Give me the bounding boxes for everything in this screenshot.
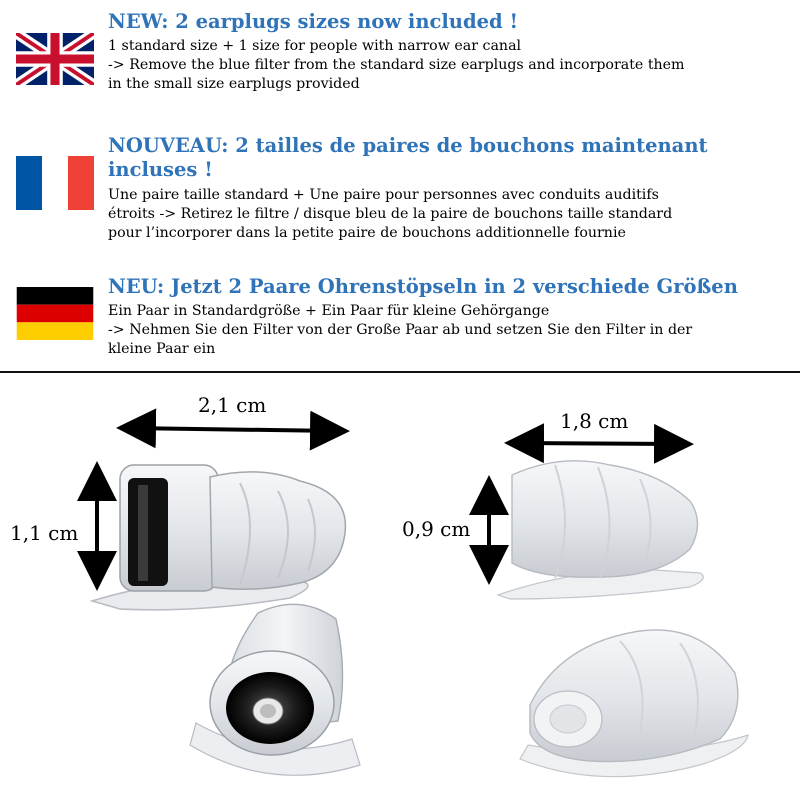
french-line-3: pour l’incorporer dans la petite paire de bouchons additionnelle fournie — [108, 225, 626, 241]
french-line-1: Une paire taille standard + Une paire pour personnes avec conduits auditifs — [108, 187, 659, 203]
notice-panel — [0, 0, 800, 370]
english-section — [108, 10, 790, 94]
large-width-arrow — [128, 428, 338, 431]
small-width-arrow — [516, 443, 682, 444]
german-line-1: Ein Paar in Standardgröße + Ein Paar für kleine Gehörgange — [108, 303, 550, 319]
large-height-label: 1,1 cm — [10, 521, 79, 545]
german-headline: NEU: Jetzt 2 Paare Ohrenstöpseln in 2 verschiede Größen — [108, 275, 738, 298]
large-earplug-side — [92, 465, 345, 610]
english-line-2: -> Remove the blue filter from the standard size earplugs and incorporate them — [108, 57, 685, 73]
german-line-2: -> Nehmen Sie den Filter von der Große Paar ab und setzen Sie den Filter in der — [108, 322, 693, 338]
french-headline-line-1: NOUVEAU: 2 tailles de paires de bouchons maintenant — [108, 134, 708, 157]
germany-flag — [16, 287, 94, 340]
german-line-3: kleine Paar ein — [108, 341, 216, 357]
small-height-label: 0,9 cm — [402, 517, 471, 541]
france-flag — [16, 156, 94, 210]
french-section — [108, 134, 790, 243]
united-kingdom-flag — [16, 33, 94, 85]
small-earplug-front — [520, 630, 748, 777]
english-headline: NEW: 2 earplugs sizes now included ! — [108, 10, 519, 33]
large-earplug-front — [190, 604, 360, 775]
earplugs-illustration — [0, 373, 800, 800]
small-earplug-side — [498, 461, 703, 599]
large-width-label: 2,1 cm — [198, 393, 267, 417]
english-line-3: in the small size earplugs provided — [108, 76, 360, 92]
french-headline-line-2: incluses ! — [108, 158, 213, 181]
french-line-2: étroits -> Retirez le filtre / disque bleu de la paire de bouchons taille standard — [108, 206, 673, 222]
product-photo-panel — [0, 373, 800, 800]
small-width-label: 1,8 cm — [560, 409, 629, 433]
german-section — [108, 275, 790, 359]
english-line-1: 1 standard size + 1 size for people with narrow ear canal — [108, 38, 522, 54]
